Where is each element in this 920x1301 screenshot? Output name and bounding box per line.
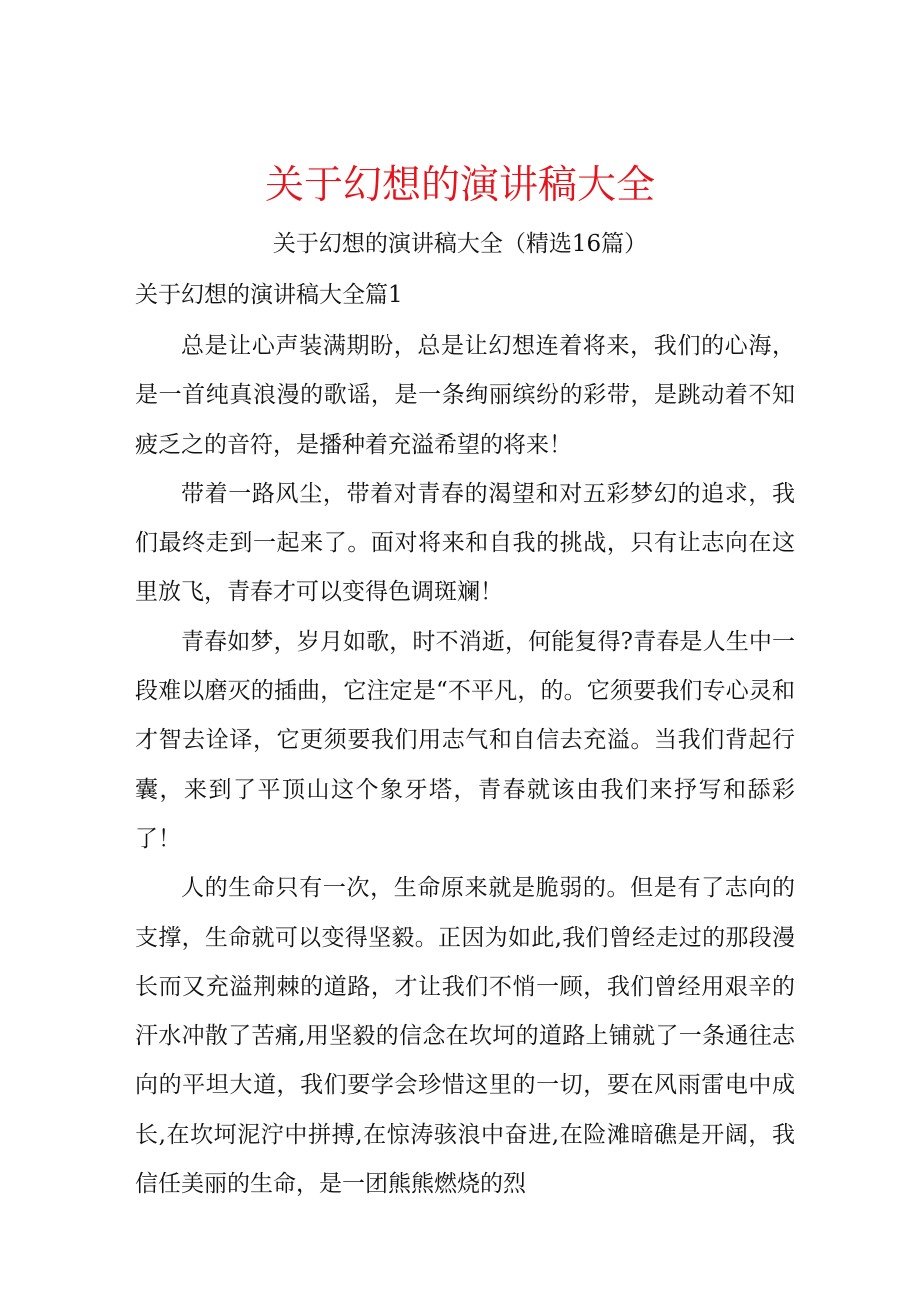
paragraph-4: 人的生命只有一次，生命原来就是脆弱的。但是有了志向的支撑，生命就可以变得坚毅。正因为如此,我们曾经走过的那段漫长而又充溢荆棘的道路，才让我们不悄一顾，我们曾经用艰辛的汗水冲散了苦痛,用坚毅的信念在坎坷的道路上铺就了一条通往志向的平坦大道，我们要学会珍惜这里的一切，要在风雨雷电中成长,在坎坷泥泞中拼搏,在惊涛骇浪中奋进,在险滩暗礁是开阔，我信任美丽的生命，是一团熊熊燃烧的烈 [135,875,795,1198]
document-subtitle: 关于幻想的演讲稿大全（精选16篇） [272,231,648,257]
paragraph-3: 青春如梦，岁月如歌，时不消逝，何能复得?青春是人生中一段难以磨灭的插曲，它注定是“不平凡，的。它须要我们专心灵和才智去诠译，它更须要我们用志气和自信去充溢。当我们背起行囊，来到了平顶山这个象牙塔，青春就该由我们来抒写和舔彩了！ [135,628,795,852]
document-body [135,322,795,1209]
paragraph-2: 带着一路风尘，带着对青春的渴望和对五彩梦幻的追求，我们最终走到一起来了。面对将来和自我的挑战，只有让志向在这里放飞，青春才可以变得色调斑斓！ [135,480,795,606]
document-title: 关于幻想的演讲稿大全 [264,163,655,208]
paragraph-1: 总是让心声装满期盼，总是让幻想连着将来，我们的心海，是一首纯真浪漫的歌谣，是一条绚丽缤纷的彩带，是跳动着不知疲乏之的音符，是播种着充溢希望的将来！ [135,333,795,458]
section-heading: 关于幻想的演讲稿大全篇1 [135,282,403,308]
